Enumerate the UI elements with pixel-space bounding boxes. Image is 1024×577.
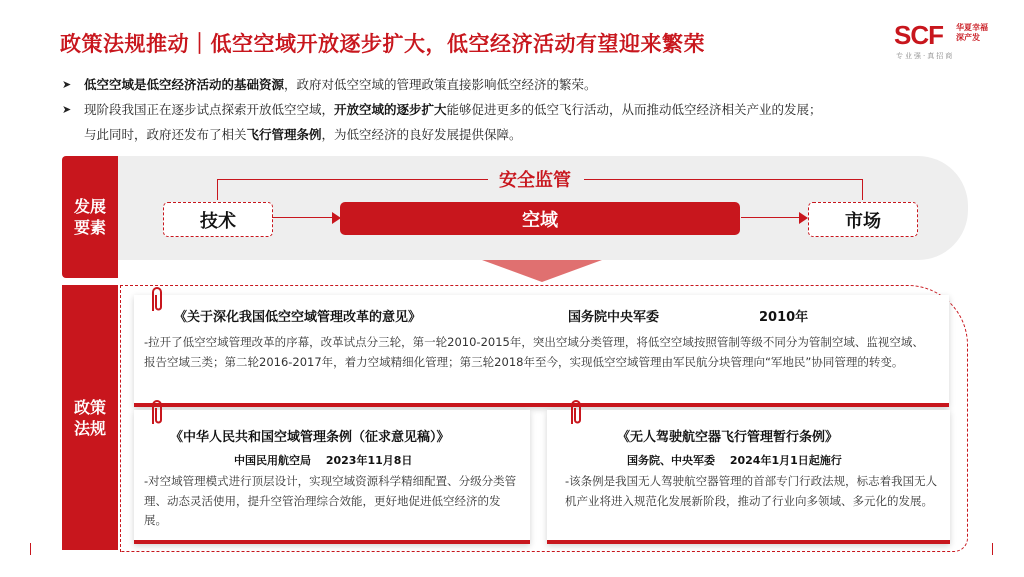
connector-line [584,179,863,200]
card-description: -该条例是我国无人驾驶航空器管理的首部专门行政法规，标志着我国无人机产业将进入规范化发展新阶段，推动了行业向多领域、多元化的发展。 [565,474,938,508]
card-title: 《无人驾驶航空器飞行管理暂行条例》 [617,430,839,445]
page-edge-mark [30,543,31,555]
page-title: 政策法规推动｜低空空域开放逐步扩大，低空经济活动有望迎来繁荣 [60,32,705,56]
bullet-emphasis: 开放空域的逐步扩大 [334,102,447,117]
policy-card [134,410,530,544]
arrow-line [741,217,801,218]
paperclip-icon [148,285,166,315]
card-meta: 中国民用航空局 2023年11月8日 [234,454,413,467]
card-description: -拉开了低空空域管理改革的序幕，改革试点分三轮，第一轮2010-2015年，突出空域分类管理，将低空空域按照管制等级不同分为管制空域、监视空域、报告空域三类；第二轮2016-2017年，着力空域精细化管理；第三轮2018年至今，实现低空空域管理由军民航分块管理向“军地民”协同管理的转变。 [144,335,924,369]
down-pointer-icon [482,260,602,282]
intro-bullets [62,72,992,147]
card-meta: 国务院、中央军委 2024年1月1日起施行 [627,454,842,467]
arrow-right-icon [799,212,808,224]
card-title: 《中华人民共和国空域管理条例（征求意见稿）》 [170,430,450,445]
market-box: 市场 [808,202,918,237]
bullet-text: 现阶段我国正在逐步试点探索开放低空空域， [84,102,335,117]
bullet-continuation [62,122,992,147]
arrow-bullet-icon: ➤ [62,78,72,91]
bullet-item [62,97,992,122]
bullet-emphasis: 飞行管理条例 [246,127,322,142]
logo-slogan: 专业强·真招商 [896,52,955,60]
policy-card [134,295,949,407]
brand-logo [894,20,994,62]
logo-wordmark: SCF [894,20,943,50]
bullet-text: 能够促进更多的低空飞行活动，从而推动低空经济相关产业的发展； [446,102,822,117]
logo-chinese-name: 华夏幸福 深产发 [956,23,988,42]
policy-card [547,410,950,544]
card-year: 2010年 [759,310,809,325]
card-description: -对空域管理模式进行顶层设计，实现空域资源科学精细配置、分级分类管理、动态灵活使用，提升空管治理综合效能，更好地促进低空经济的发展。 [144,474,517,527]
safety-regulation-label: 安全监管 [490,166,580,192]
paperclip-icon [567,398,585,428]
bullet-item [62,72,992,97]
policy-tab: 政策法规 [62,285,118,550]
bullet-text: ，政府对低空空域的管理政策直接影响低空经济的繁荣。 [284,77,597,92]
paperclip-icon [148,398,166,428]
connector-line [217,179,488,200]
arrow-line [272,217,334,218]
development-tab: 发展要素 [62,156,118,278]
card-issuer: 国务院中央军委 [568,310,660,325]
arrow-bullet-icon: ➤ [62,103,72,116]
airspace-box: 空域 [340,202,740,235]
page-edge-mark [992,543,993,555]
technology-box: 技术 [163,202,273,237]
card-title: 《关于深化我国低空空域管理改革的意见》 [174,310,422,325]
bullet-text: 与此同时，政府还发布了相关 [84,127,247,142]
bullet-emphasis: 低空空域是低空经济活动的基础资源 [84,77,285,92]
bullet-text: ，为低空经济的良好发展提供保障。 [321,127,522,142]
